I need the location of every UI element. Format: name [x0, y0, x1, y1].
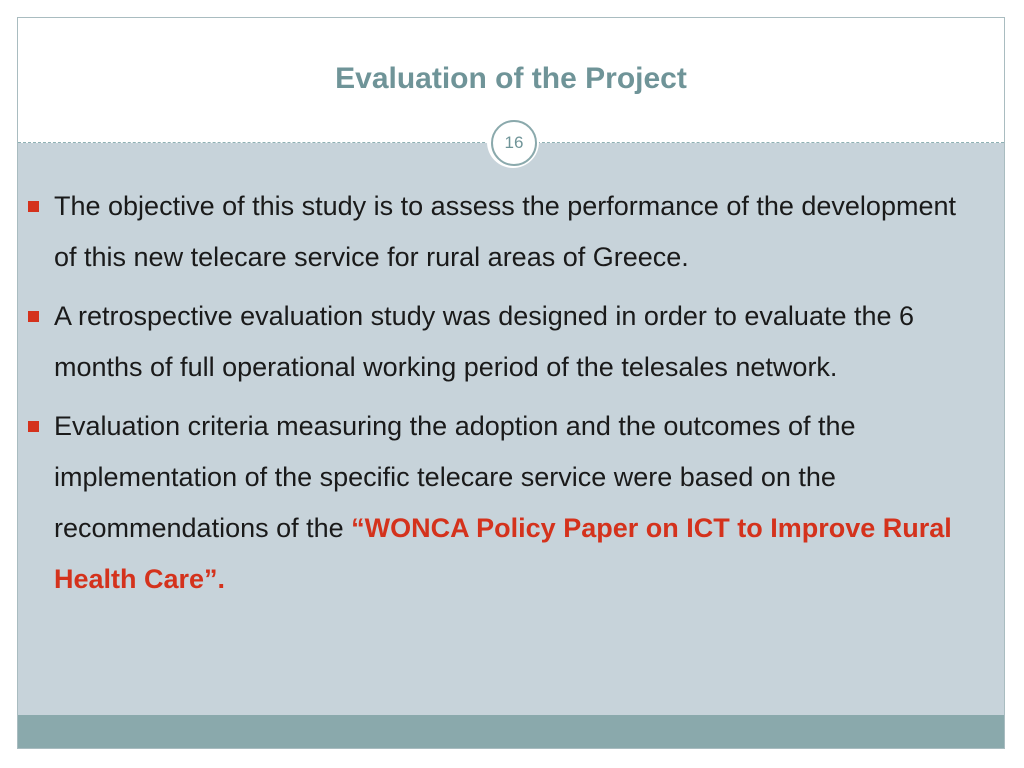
- square-bullet-icon: [28, 311, 39, 322]
- bullet-text: A retrospective evaluation study was designed in order to evaluate the 6 months of full operational working period of the telesales network.: [54, 301, 915, 382]
- policy-paper-reference: “WONCA Policy Paper on ICT to Improve Rural Health Care”.: [54, 513, 952, 594]
- bullet-text: The objective of this study is to assess the performance of the development of this new telecare service for rural areas of Greece.: [54, 191, 956, 272]
- bullet-item: [18, 401, 1004, 605]
- slide-frame: [17, 17, 1005, 749]
- bullet-list: [18, 181, 1004, 613]
- page-number: 16: [491, 120, 537, 166]
- page-number-badge: [487, 116, 539, 168]
- bullet-item: [18, 291, 1004, 393]
- slide-title: Evaluation of the Project: [335, 62, 687, 95]
- content-area: [18, 143, 1004, 715]
- bullet-item: [18, 181, 1004, 283]
- bullet-text: Evaluation criteria measuring the adoption and the outcomes of the implementation of the specific telecare service were based on the recommendations of the: [54, 411, 856, 543]
- square-bullet-icon: [28, 421, 39, 432]
- square-bullet-icon: [28, 201, 39, 212]
- footer-band: [18, 715, 1004, 749]
